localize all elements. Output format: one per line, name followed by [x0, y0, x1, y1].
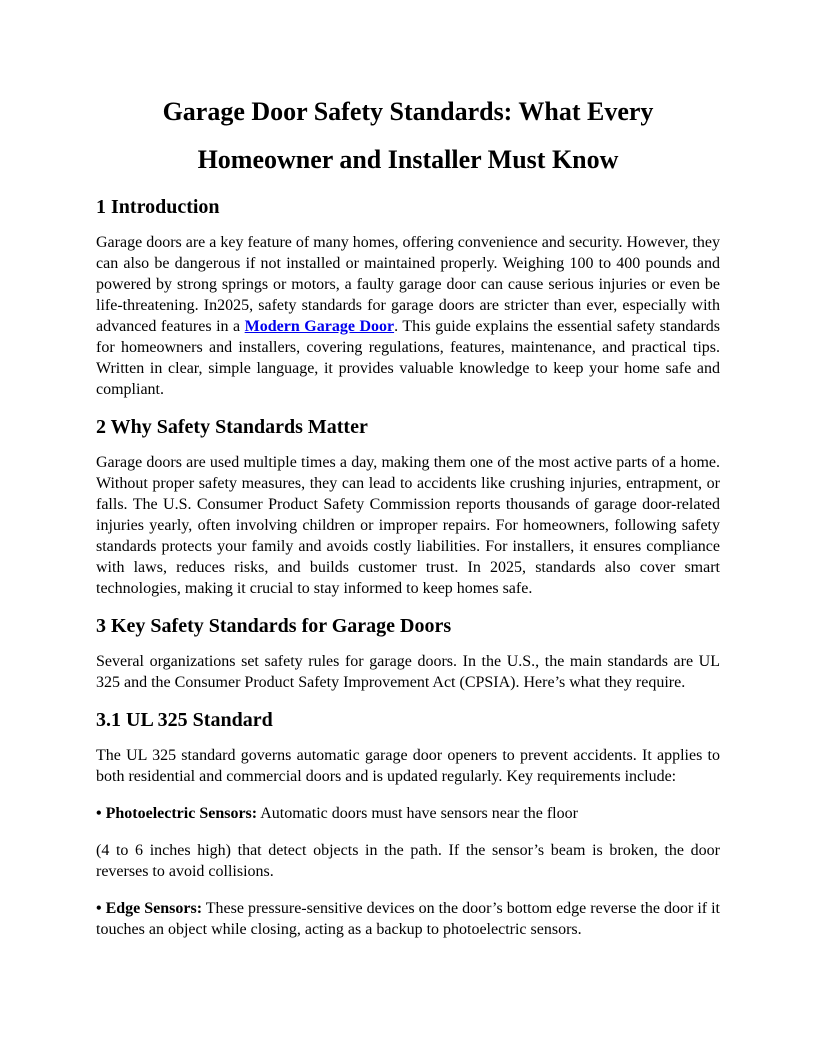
bullet-edge-sensors-text: These pressure-sensitive devices on the door’s bottom edge reverse the door if it touches an object while closing, acting as a backup to photoelectric sensors. [96, 900, 720, 938]
paragraph-why-safety-standards-matter: Garage doors are used multiple times a day, making them one of the most active parts of a home. Without proper safety measures, they can lead to accidents like crushing injuries, entrapment, or falls. The U.S. Consumer Product Safety Commission reports thousands of garage door-related injuries yearly, often involving children or improper repairs. For homeowners, following safety standards protects your family and avoids costly liabilities. For installers, it ensures compliance with laws, reduces risks, and builds customer trust. In 2025, standards also cover smart technologies, making it crucial to stay informed to keep homes safe. [96, 454, 720, 597]
paragraph-ul-325-standard: The UL 325 standard governs automatic garage door openers to prevent accidents. It applies to both residential and commercial doors and is updated regularly. Key requirements include: [96, 747, 720, 785]
bullet-photoelectric-sensors-label: • Photoelectric Sensors: [96, 805, 258, 822]
paragraph-photoelectric-sensors-continuation: (4 to 6 inches high) that detect objects in the path. If the sensor’s beam is broken, the door reverses to avoid collisions. [96, 842, 720, 880]
document-page [96, 0, 720, 940]
bullet-photoelectric-sensors-text: Automatic doors must have sensors near the floor [257, 805, 578, 822]
bullet-photoelectric-sensors [96, 803, 720, 824]
title-line-2: Homeowner and Installer Must Know [197, 145, 619, 174]
heading-key-safety-standards: 3 Key Safety Standards for Garage Doors [96, 615, 452, 637]
document-title [96, 88, 720, 184]
paragraph-introduction [96, 232, 720, 400]
modern-garage-door-link[interactable]: Modern Garage Door [244, 318, 395, 335]
heading-introduction: 1 Introduction [96, 196, 220, 218]
paragraph-key-safety-standards: Several organizations set safety rules for garage doors. In the U.S., the main standards are UL 325 and the Consumer Product Safety Improvement Act (CPSIA). Here’s what they require. [96, 653, 720, 691]
bullet-edge-sensors-label: • Edge Sensors: [96, 900, 203, 917]
heading-ul-325-standard: 3.1 UL 325 Standard [96, 709, 273, 731]
intro-text-after-link: . This guide explains the essential safety standards for homeowners and installers, covering regulations, features, maintenance, and practical tips. Written in clear, simple language, it provides valuable knowledge to keep your home safe and compliant. [96, 318, 720, 398]
bullet-edge-sensors [96, 898, 720, 940]
intro-text-before-link: Garage doors are a key feature of many homes, offering convenience and security. However, they can also be dangerous if not installed or maintained properly. Weighing 100 to 400 pounds and powered by strong springs or motors, a faulty garage door can cause serious injuries or even be life-threatening. In2025, safety standards for garage doors are stricter than ever, especially with advanced features in a [96, 234, 720, 335]
heading-why-safety-standards-matter: 2 Why Safety Standards Matter [96, 416, 368, 438]
title-line-1: Garage Door Safety Standards: What Every [162, 97, 654, 126]
